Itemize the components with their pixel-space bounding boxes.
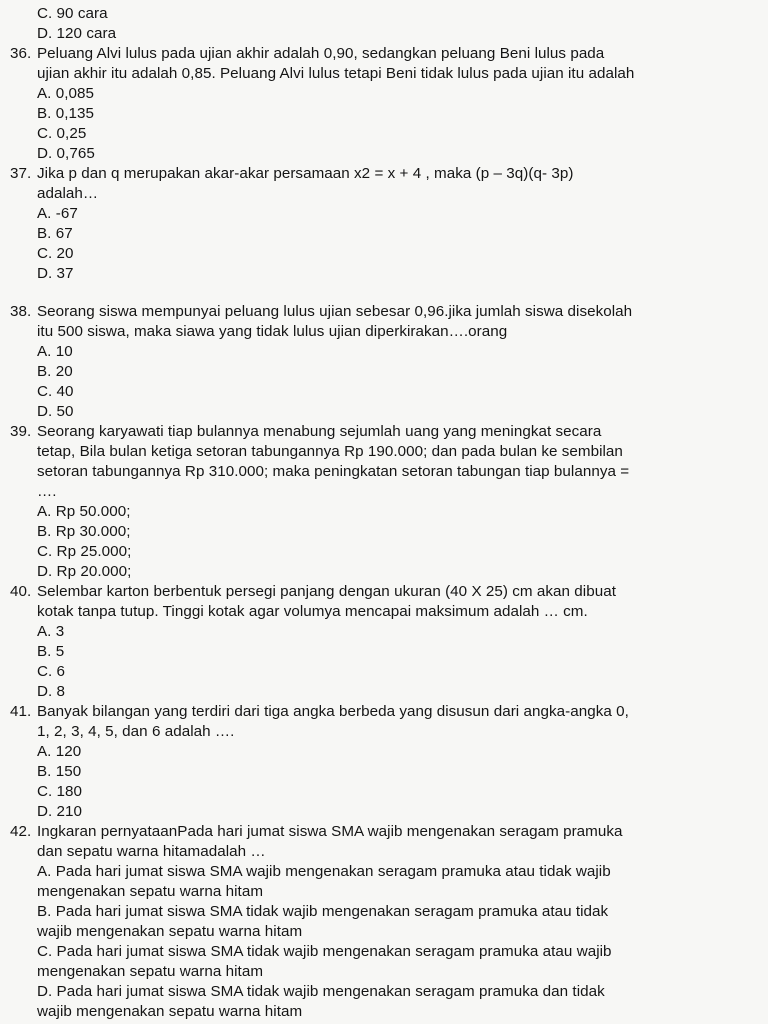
- question-number: 39.: [10, 423, 32, 440]
- exam-page: [10, 4, 766, 1022]
- option-d: D. Pada hari jumat siswa SMA tidak wajib mengenakan seragam pramuka dan tidak: [37, 983, 605, 1000]
- question-text: tetap, Bila bulan ketiga setoran tabungannya Rp 190.000; dan pada bulan ke sembilan: [37, 443, 623, 460]
- option-c: C. 180: [37, 783, 83, 800]
- option-d: D. 8: [37, 683, 66, 700]
- option-c: C. 20: [37, 245, 74, 262]
- question-39: [10, 422, 766, 582]
- question-number: 38.: [10, 303, 32, 320]
- question-text: 36. Peluang Alvi lulus pada ujian akhir adalah 0,90, sedangkan peluang Beni lulus pada: [10, 45, 605, 62]
- option-c-cont: mengenakan sepatu warna hitam: [37, 963, 264, 980]
- question-36: [10, 44, 766, 164]
- question-text: ….: [37, 483, 57, 500]
- question-42: [10, 822, 766, 1022]
- option-c: C. Pada hari jumat siswa SMA tidak wajib mengenakan seragam pramuka atau wajib: [37, 943, 612, 960]
- question-number: 40.: [10, 583, 32, 600]
- option-b: B. 0,135: [37, 105, 94, 122]
- option-b: B. Rp 30.000;: [37, 523, 131, 540]
- question-number: 41.: [10, 703, 32, 720]
- spacer: [10, 284, 766, 302]
- option-b-cont: wajib mengenakan sepatu warna hitam: [37, 923, 303, 940]
- option-b: B. 20: [37, 363, 73, 380]
- question-number: 36.: [10, 45, 32, 62]
- option-a: A. 0,085: [37, 85, 94, 102]
- option-a-cont: mengenakan sepatu warna hitam: [37, 883, 264, 900]
- question-40: [10, 582, 766, 702]
- option-a: A. -67: [37, 205, 78, 222]
- question-text: kotak tanpa tutup. Tinggi kotak agar volumya mencapai maksimum adalah … cm.: [37, 603, 588, 620]
- option-d: D. 0,765: [37, 145, 95, 162]
- option-c: C. 40: [37, 383, 74, 400]
- option-c: C. Rp 25.000;: [37, 543, 132, 560]
- question-text: setoran tabungannya Rp 310.000; maka peningkatan setoran tabungan tiap bulannya =: [37, 463, 630, 480]
- option-a: A. Rp 50.000;: [37, 503, 131, 520]
- question-37: [10, 164, 766, 284]
- question-text: ujian akhir itu adalah 0,85. Peluang Alvi lulus tetapi Beni tidak lulus pada ujian itu adalah: [37, 65, 635, 82]
- question-text: 41. Banyak bilangan yang terdiri dari tiga angka berbeda yang disusun dari angka-angka 0,: [10, 703, 629, 720]
- option-d: D. 50: [37, 403, 74, 420]
- question-text: 37. Jika p dan q merupakan akar-akar persamaan x2 = x + 4 , maka (p – 3q)(q- 3p): [10, 165, 574, 182]
- question-text: dan sepatu warna hitamadalah …: [37, 843, 266, 860]
- option-d: D. 210: [37, 803, 83, 820]
- option-c-prev: C. 90 cara: [37, 5, 108, 22]
- question-text: adalah…: [37, 185, 99, 202]
- question-number: 42.: [10, 823, 32, 840]
- question-text: 38. Seorang siswa mempunyai peluang lulus ujian sebesar 0,96.jika jumlah siswa disekolah: [10, 303, 633, 320]
- option-d-prev: D. 120 cara: [37, 25, 117, 42]
- question-number: 37.: [10, 165, 32, 182]
- option-b: B. 150: [37, 763, 82, 780]
- question-text: itu 500 siswa, maka siawa yang tidak lulus ujian diperkirakan….orang: [37, 323, 508, 340]
- option-d: D. Rp 20.000;: [37, 563, 132, 580]
- question-text: 40. Selembar karton berbentuk persegi panjang dengan ukuran (40 X 25) cm akan dibuat: [10, 583, 616, 600]
- question-38: [10, 302, 766, 422]
- question-text: 1, 2, 3, 4, 5, dan 6 adalah ….: [37, 723, 235, 740]
- option-b: B. 67: [37, 225, 73, 242]
- option-a: A. 120: [37, 743, 82, 760]
- option-d: D. 37: [37, 265, 74, 282]
- question-41: [10, 702, 766, 822]
- option-b: B. 5: [37, 643, 65, 660]
- option-b: B. Pada hari jumat siswa SMA tidak wajib mengenakan seragam pramuka atau tidak: [37, 903, 609, 920]
- option-c: C. 6: [37, 663, 66, 680]
- question-text: 42. Ingkaran pernyataanPada hari jumat siswa SMA wajib mengenakan seragam pramuka: [10, 823, 623, 840]
- option-d-cont: wajib mengenakan sepatu warna hitam: [37, 1003, 303, 1020]
- option-a: A. Pada hari jumat siswa SMA wajib mengenakan seragam pramuka atau tidak wajib: [37, 863, 611, 880]
- option-a: A. 10: [37, 343, 73, 360]
- option-a: A. 3: [37, 623, 65, 640]
- question-text: 39. Seorang karyawati tiap bulannya menabung sejumlah uang yang meningkat secara: [10, 423, 602, 440]
- option-c: C. 0,25: [37, 125, 87, 142]
